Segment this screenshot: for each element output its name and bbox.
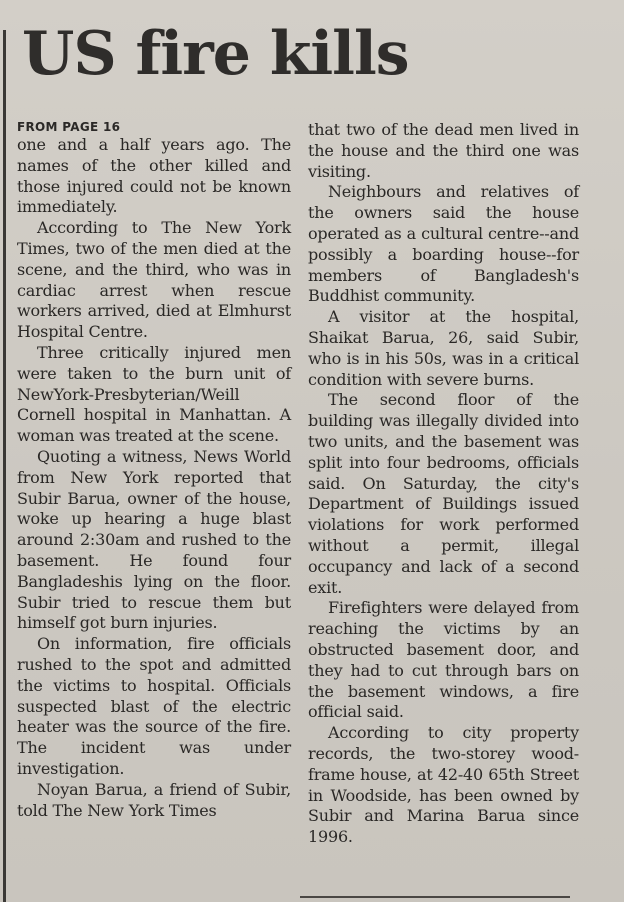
paragraph: A visitor at the hospital, Shaikat Barua, 26, said Subir, who is in his 50s, was in a critical condition with severe burns.: [308, 307, 579, 389]
article-column-left: [17, 120, 291, 821]
paragraph: The second floor of the building was illegally divided into two units, and the basement was split into four bedrooms, officials said. On Saturday, the city's Department of Buildings issued violations for work performed without a permit, illegal occupancy and lack of a second exit.: [308, 390, 579, 597]
headline: US fire kills: [22, 19, 409, 89]
paragraph: that two of the dead men lived in the house and the third one was visiting.: [308, 120, 579, 181]
paragraph: Three critically injured men were taken to the burn unit of NewYork-Presbyterian/Weill Cornell hospital in Manhattan. A woman was treated at the scene.: [17, 342, 291, 446]
paragraph: Neighbours and relatives of the owners said the house operated as a cultural centre--and possibly a boarding house--for members of Bangladesh's Buddhist community.: [308, 182, 579, 306]
paragraph: one and a half years ago. The names of the other killed and those injured could not be known immediately.: [17, 135, 291, 217]
paragraph: According to The New York Times, two of the men died at the scene, and the third, who was in cardiac arrest when rescue workers arrived, died at Elmhurst Hospital Centre.: [17, 218, 291, 342]
paragraph: Quoting a witness, News World from New York reported that Subir Barua, owner of the house, woke up hearing a huge blast around 2:30am and rushed to the basement. He found four Bangladeshis lying on the floor. Subir tried to rescue them but himself got burn injuries.: [17, 446, 291, 633]
paragraph: According to city property records, the two-storey wood-frame house, at 42-40 65th Street in Woodside, has been owned by Subir and Marina Barua since 1996.: [308, 723, 579, 847]
paragraph: Firefighters were delayed from reaching the victims by an obstructed basement door, and they had to cut through bars on the basement windows, a fire official said.: [308, 598, 579, 722]
paragraph: Noyan Barua, a friend of Subir, told The New York Times: [17, 779, 291, 820]
continuation-kicker: FROM PAGE 16: [17, 120, 121, 134]
column-rule-left: [3, 30, 6, 902]
bottom-rule: [300, 896, 570, 898]
paragraph: On information, fire officials rushed to the spot and admitted the victims to hospital. Officials suspected blast of the electric heater was the source of the fire. The incident was under investigation.: [17, 634, 291, 778]
article-column-right: [308, 120, 579, 848]
